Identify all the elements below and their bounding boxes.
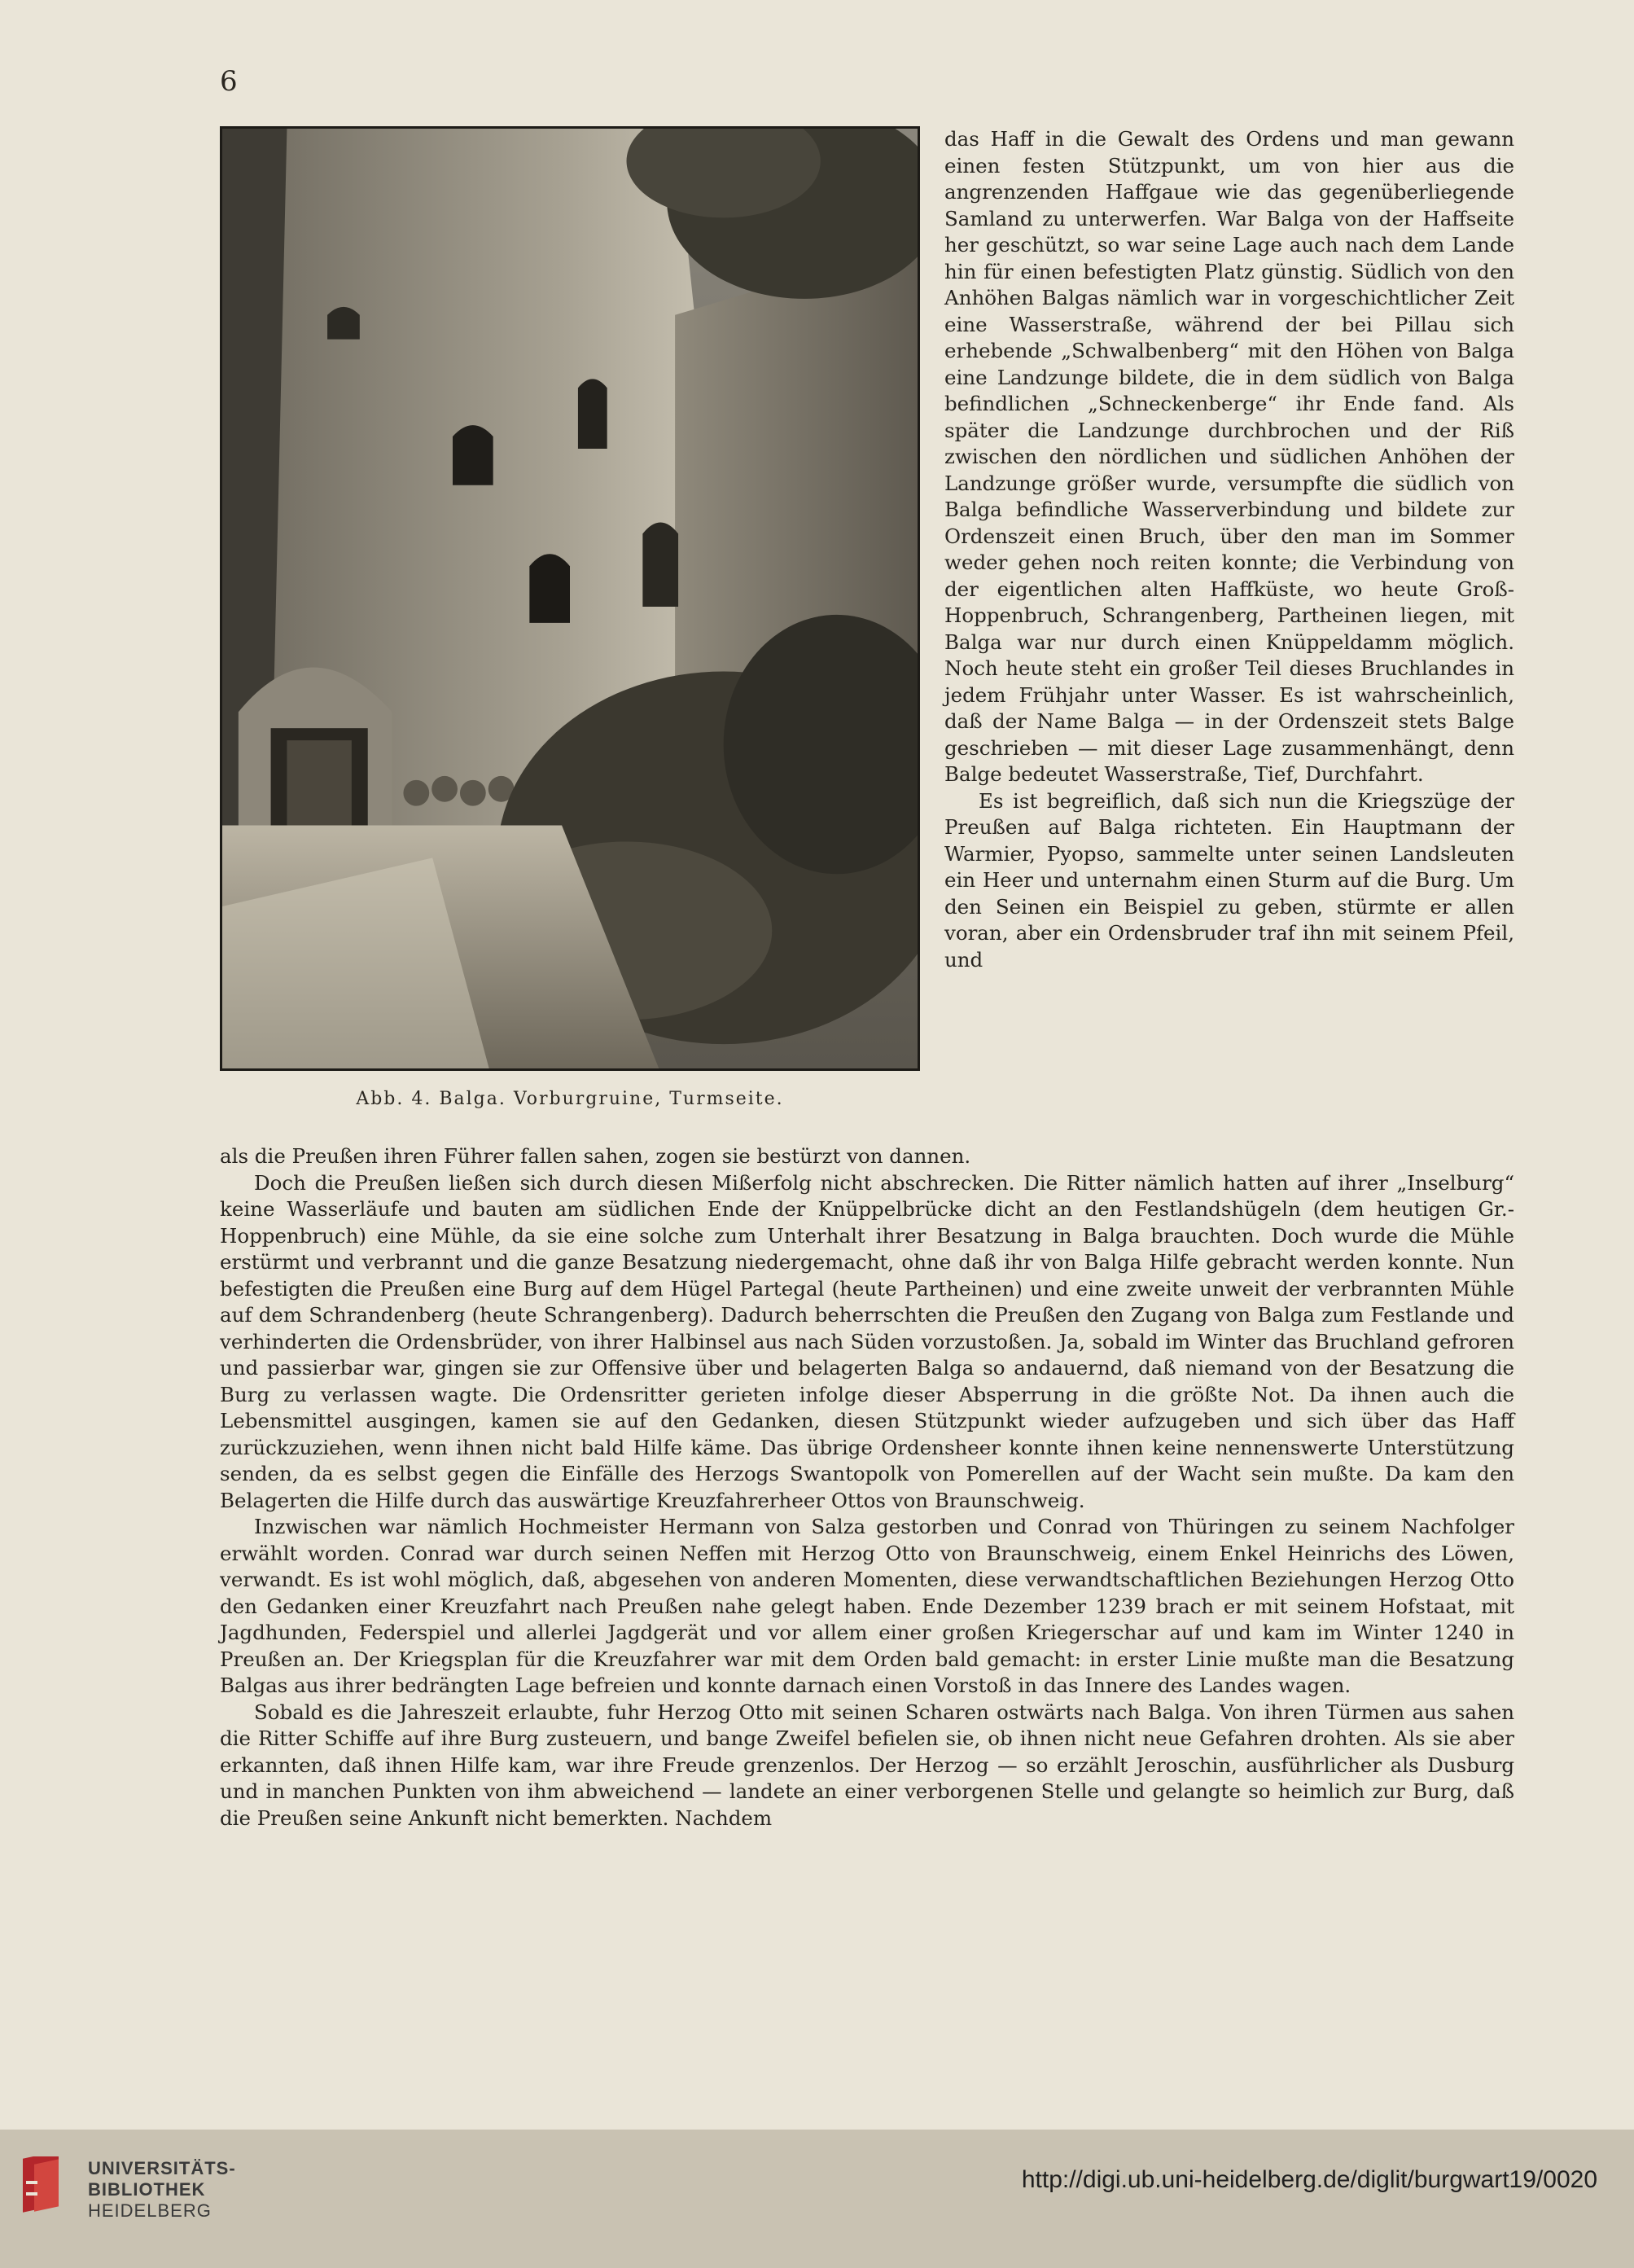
ruin-photograph [220, 126, 920, 1071]
paragraph: Inzwischen war nämlich Hochmeister Hermann von Salza gestorben und Conrad von Thüringen zu seinem Nachfolger erwählt worden. Conrad war durch seinen Neffen mit Herzog Otto von Braunschweig, einem Enkel Heinrichs des Löwen, verwandt. Es ist wohl möglich, daß, abgesehen von anderen Momenten, diese verwandtschaftlichen Beziehungen Herzog Otto den Gedanken einer Kreuzfahrt nach Preußen nahe gelegt haben. Ende Dezember 1239 brach er mit seinem Hofstaat, mit Jagdhunden, Federspiel und allerlei Jagdgerät und vor allem einer großen Kriegerschar auf und kam im Winter 1240 in Preußen an. Der Kriegsplan für die Kreuzfahrer war mit dem Orden bald gemacht: in erster Linie mußte man die Besatzung Balgas aus ihrer bedrängten Lage befreien und konnte darnach einen Vorstoß in das Innere des Landes wagen. [220, 1515, 1514, 1697]
library-name-line: UNIVERSITÄTS- [88, 2158, 236, 2178]
full-width-text [220, 1143, 1514, 1832]
figure-caption: Abb. 4. Balga. Vorburgruine, Turmseite. [356, 1089, 784, 1109]
source-url-link[interactable]: http://digi.ub.uni-heidelberg.de/diglit/burgwart19/0020 [1021, 2166, 1597, 2193]
right-text-column [944, 126, 1514, 973]
library-name [88, 2158, 236, 2222]
ruin-photo-illustration [222, 129, 918, 1068]
page-number: 6 [220, 65, 238, 98]
library-name-line: HEIDELBERG [88, 2200, 212, 2221]
university-library-logo [18, 2156, 75, 2223]
paragraph: als die Preußen ihren Führer fallen sahen, zogen sie bestürzt von dannen. [220, 1144, 971, 1168]
paragraph: Sobald es die Jahreszeit erlaubte, fuhr Herzog Otto mit seinen Scharen ostwärts nach Balga. Von ihren Türmen aus sahen die Ritter Schiffe auf ihre Burg zusteuern, und bange Zweifel befielen sie, ob ihnen nicht neue Gefahren drohten. Als sie aber erkannten, daß ihnen Hilfe kam, war ihre Freude grenzenlos. Der Herzog — so erzählt Jeroschin, ausführlicher als Dusburg und in manchen Punkten von ihm abweichend — landete an einer verborgenen Stelle und gelangte so heimlich zur Burg, daß die Preußen seine Ankunft nicht bemerkten. Nachdem [220, 1700, 1514, 1830]
paragraph: das Haff in die Gewalt des Ordens und man gewann einen festen Stützpunkt, um von hier aus die angrenzenden Haffgaue wie das gegenüberliegende Samland zu unterwerfen. War Balga von der Haffseite her geschützt, so war seine Lage auch nach dem Lande hin für einen befestigten Platz günstig. Südlich von den Anhöhen Balgas nämlich war in vorgeschichtlicher Zeit eine Wasserstraße, während der bei Pillau sich erhebende „Schwalbenberg“ mit den Höhen von Balga eine Landzunge bildete, die in dem südlich von Balga befindlichen „Schneckenberge“ ihr Ende fand. Als später die Landzunge durchbrochen und der Riß zwischen den nördlichen und südlichen Anhöhen der Landzunge größer wurde, versumpfte die südlich von Balga befindliche Wasserverbindung und bildete zur Ordenszeit einen Bruch, über den man im Sommer weder gehen noch reiten konnte; die Verbindung von der eigentlichen alten Haffküste, wo heute Groß-Hoppenbruch, Schrangenberg, Partheinen liegen, mit Balga war nur durch einen Knüppeldamm möglich. Noch heute steht ein großer Teil dieses Bruchlandes in jedem Frühjahr unter Wasser. Es ist wahrscheinlich, daß der Name Balga — in der Ordenszeit stets Balge geschrieben — mit dieser Lage zusammenhängt, denn Balge bedeutet Wasserstraße, Tief, Durchfahrt. [944, 127, 1514, 786]
library-name-line: BIBLIOTHEK [88, 2179, 206, 2200]
digitization-footer [0, 2130, 1634, 2268]
paragraph: Es ist begreiflich, daß sich nun die Kriegszüge der Preußen auf Balga richteten. Ein Hauptmann der Warmier, Pyopso, sammelte unter seinen Landsleuten ein Heer und unternahm einen Sturm auf die Burg. Um den Seinen ein Beispiel zu geben, stürmte er allen voran, aber ein Ordensbruder traf ihn mit seinem Pfeil, und [944, 788, 1514, 972]
paragraph: Doch die Preußen ließen sich durch diesen Mißerfolg nicht abschrecken. Die Ritter nämlich hatten auf ihrer „Inselburg“ keine Wasserläufe und bauten am südlichen Ende der Knüppelbrücke dicht an den Festlandshügeln (dem heutigen Gr.-Hoppenbruch) eine Mühle, da sie eine solche zum Unterhalt ihrer Besatzung in Balga brauchten. Doch wurde die Mühle erstürmt und verbrannt und die ganze Besatzung niedergemacht, ohne daß ihr von Balga Hilfe gebracht werden konnte. Nun befestigten die Preußen eine Burg auf dem Hügel Partegal (heute Partheinen) und eine zweite unweit der verbrannten Mühle auf dem Schrandenberg (heute Schrangenberg). Dadurch beherrschten die Preußen den Zugang von Balga zum Festlande und verhinderten die Ordensbrüder, von ihrer Halbinsel aus nach Süden vorzustoßen. Ja, sobald im Winter das Bruchland gefroren und passierbar war, gingen sie zur Offensive über und belagerten Balga so andauernd, daß niemand von der Besatzung die Burg zu verlassen wagte. Die Ordensritter gerieten infolge dieser Absperrung in die größte Not. Da ihnen auch die Lebensmittel ausgingen, kamen sie auf den Gedanken, diesen Stützpunkt wieder aufzugeben und sich über das Haff zurückzuziehen, wenn ihnen nicht bald Hilfe käme. Das übrige Ordensheer konnte ihnen keine nennenswerte Unterstützung senden, da es selbst gegen die Einfälle des Herzogs Swantopolk von Pomerellen auf der Wacht sein mußte. Da kam den Belagerten die Hilfe durch das auswärtige Kreuzfahrerheer Ottos von Braunschweig. [220, 1170, 1514, 1512]
